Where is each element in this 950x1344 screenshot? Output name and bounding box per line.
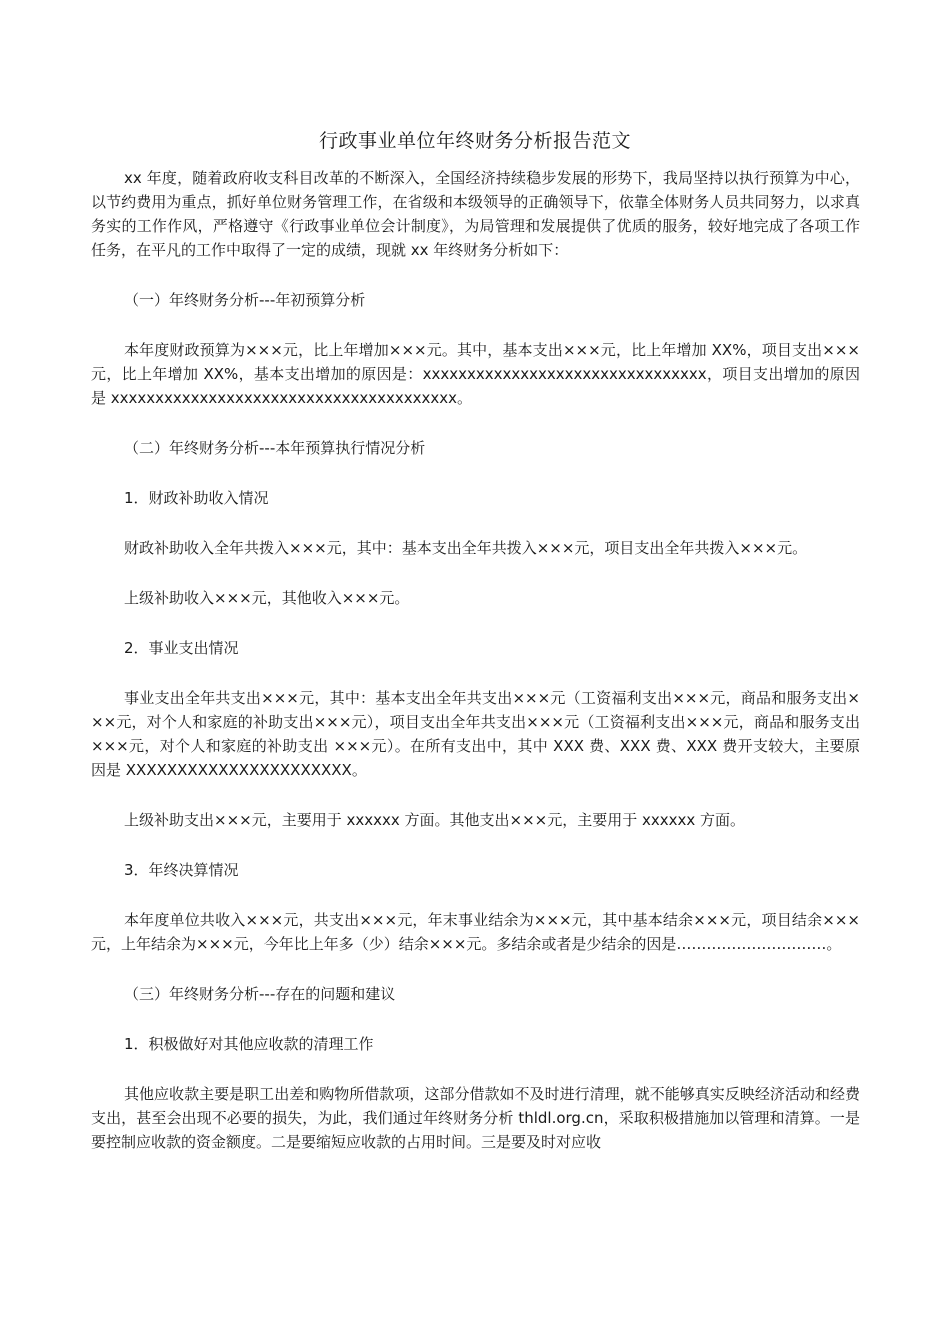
- subheading-final-accounts: 3．年终决算情况: [124, 861, 239, 879]
- final-accounts-paragraph: 本年度单位共收入×××元，共支出×××元，年末事业结余为×××元，其中基本结余×××元，项目结余×××元，上年结余为×××元，今年比上年多（少）结余×××元。多结余或者是少结余的因是…………………………。: [91, 911, 860, 953]
- other-income-paragraph: 上级补助收入×××元，其他收入×××元。: [124, 589, 410, 607]
- document-title: 行政事业单位年终财务分析报告范文: [318, 130, 631, 152]
- intro-paragraph: xx 年度，随着政府收支科目改革的不断深入，全国经济持续稳步发展的形势下，我局坚持以执行预算为中心，以节约费用为重点，抓好单位财务管理工作，在省级和本级领导的正确领导下，依靠全体财务人员共同努力，以求真务实的工作作风，严格遵守《行政事业单位会计制度》，为局管理和发展提供了优质的服务，较好地完成了各项工作任务，在平凡的工作中取得了一定的成绩，现就 xx 年终财务分析如下：: [91, 169, 860, 259]
- subheading-expenditure: 2．事业支出情况: [124, 639, 239, 657]
- other-expenditure-paragraph: 上级补助支出×××元，主要用于 xxxxxx 方面。其他支出×××元，主要用于 xxxxxx 方面。: [124, 811, 746, 829]
- subheading-income: 1．财政补助收入情况: [124, 489, 269, 507]
- receivables-paragraph: 其他应收款主要是职工出差和购物所借款项，这部分借款如不及时进行清理，就不能够真实反映经济活动和经费支出，甚至会出现不必要的损失，为此，我们通过年终财务分析 thldl.org.cn，采取积极措施加以管理和清算。一是要控制应收款的资金额度。二是要缩短应收款的占用时间。三是要及时对应收: [91, 1085, 860, 1151]
- expenditure-paragraph: 事业支出全年共支出×××元，其中：基本支出全年共支出×××元（工资福利支出×××元，商品和服务支出×××元，对个人和家庭的补助支出×××元），项目支出全年共支出×××元（工资福利支出×××元，商品和服务支出×××元，对个人和家庭的补助支出 ×××元）。在所有支出中，其中 XXX 费、XXX 费、XXX 费开支较大，主要原因是 XXXXXXXXXXXXXXXXXXXXXX。: [91, 689, 860, 779]
- section-heading-3: （三）年终财务分析---存在的问题和建议: [124, 985, 396, 1003]
- section-heading-2: （二）年终财务分析---本年预算执行情况分析: [124, 439, 426, 457]
- section-heading-1: （一）年终财务分析---年初预算分析: [124, 291, 366, 309]
- income-paragraph: 财政补助收入全年共拨入×××元，其中：基本支出全年共拨入×××元，项目支出全年共拨入×××元。: [124, 539, 808, 557]
- document-body: [91, 166, 860, 1154]
- budget-paragraph: 本年度财政预算为×××元，比上年增加×××元。其中，基本支出×××元，比上年增加 XX%，项目支出×××元，比上年增加 XX%，基本支出增加的原因是：xxxxxxxxxxxxxxxxxxxxxxxxxxxxxxxx，项目支出增加的原因是 xxxxxxxxxxxxxxxxxxxxxxxxxxxxxxxxxxxxxxx。: [91, 341, 860, 407]
- subheading-receivables: 1．积极做好对其他应收款的清理工作: [124, 1035, 374, 1053]
